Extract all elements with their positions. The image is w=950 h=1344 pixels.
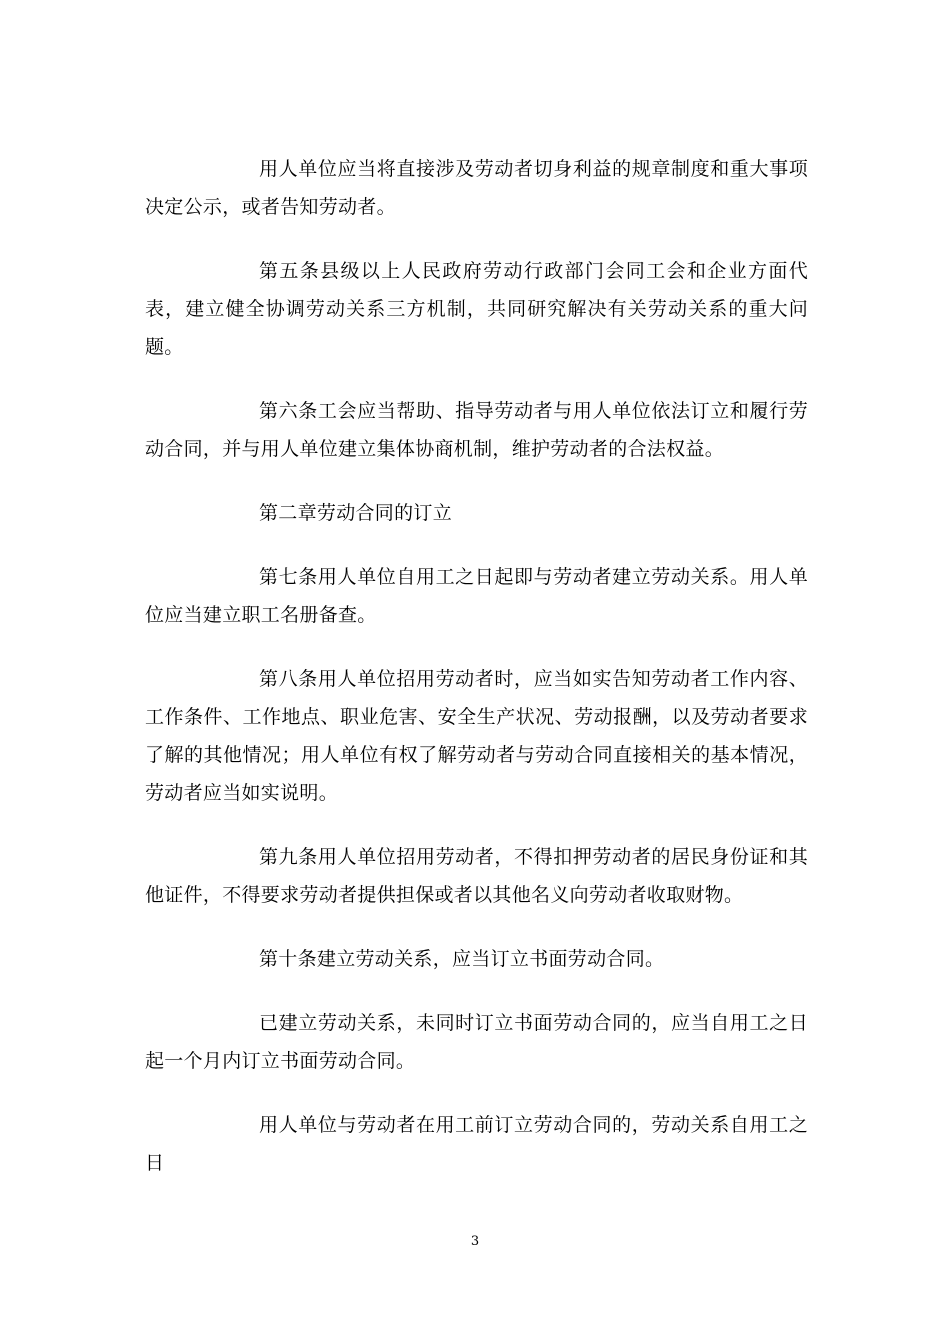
- paragraph: 用人单位应当将直接涉及劳动者切身利益的规章制度和重大事项决定公示，或者告知劳动者。: [145, 158, 808, 218]
- paragraph: 第十条建立劳动关系，应当订立书面劳动合同。: [259, 948, 665, 970]
- paragraph: 第六条工会应当帮助、指导劳动者与用人单位依法订立和履行劳动合同，并与用人单位建立集体协商机制，维护劳动者的合法权益。: [145, 400, 808, 460]
- paragraph: 已建立劳动关系，未同时订立书面劳动合同的，应当自用工之日起一个月内订立书面劳动合同。: [145, 1012, 808, 1072]
- paragraph: 第九条用人单位招用劳动者，不得扣押劳动者的居民身份证和其他证件，不得要求劳动者提供担保或者以其他名义向劳动者收取财物。: [145, 846, 808, 906]
- paragraph: 第五条县级以上人民政府劳动行政部门会同工会和企业方面代表，建立健全协调劳动关系三方机制，共同研究解决有关劳动关系的重大问题。: [145, 260, 808, 358]
- paragraph: 第七条用人单位自用工之日起即与劳动者建立劳动关系。用人单位应当建立职工名册备查。: [145, 566, 808, 626]
- page-number: 3: [470, 1234, 480, 1249]
- document-body: [145, 150, 808, 1208]
- paragraph: 第八条用人单位招用劳动者时，应当如实告知劳动者工作内容、工作条件、工作地点、职业危害、安全生产状况、劳动报酬，以及劳动者要求了解的其他情况；用人单位有权了解劳动者与劳动合同直接相关的基本情况，劳动者应当如实说明。: [145, 668, 808, 804]
- chapter-heading: 第二章劳动合同的订立: [259, 502, 453, 524]
- paragraph: 用人单位与劳动者在用工前订立劳动合同的，劳动关系自用工之日: [145, 1114, 808, 1174]
